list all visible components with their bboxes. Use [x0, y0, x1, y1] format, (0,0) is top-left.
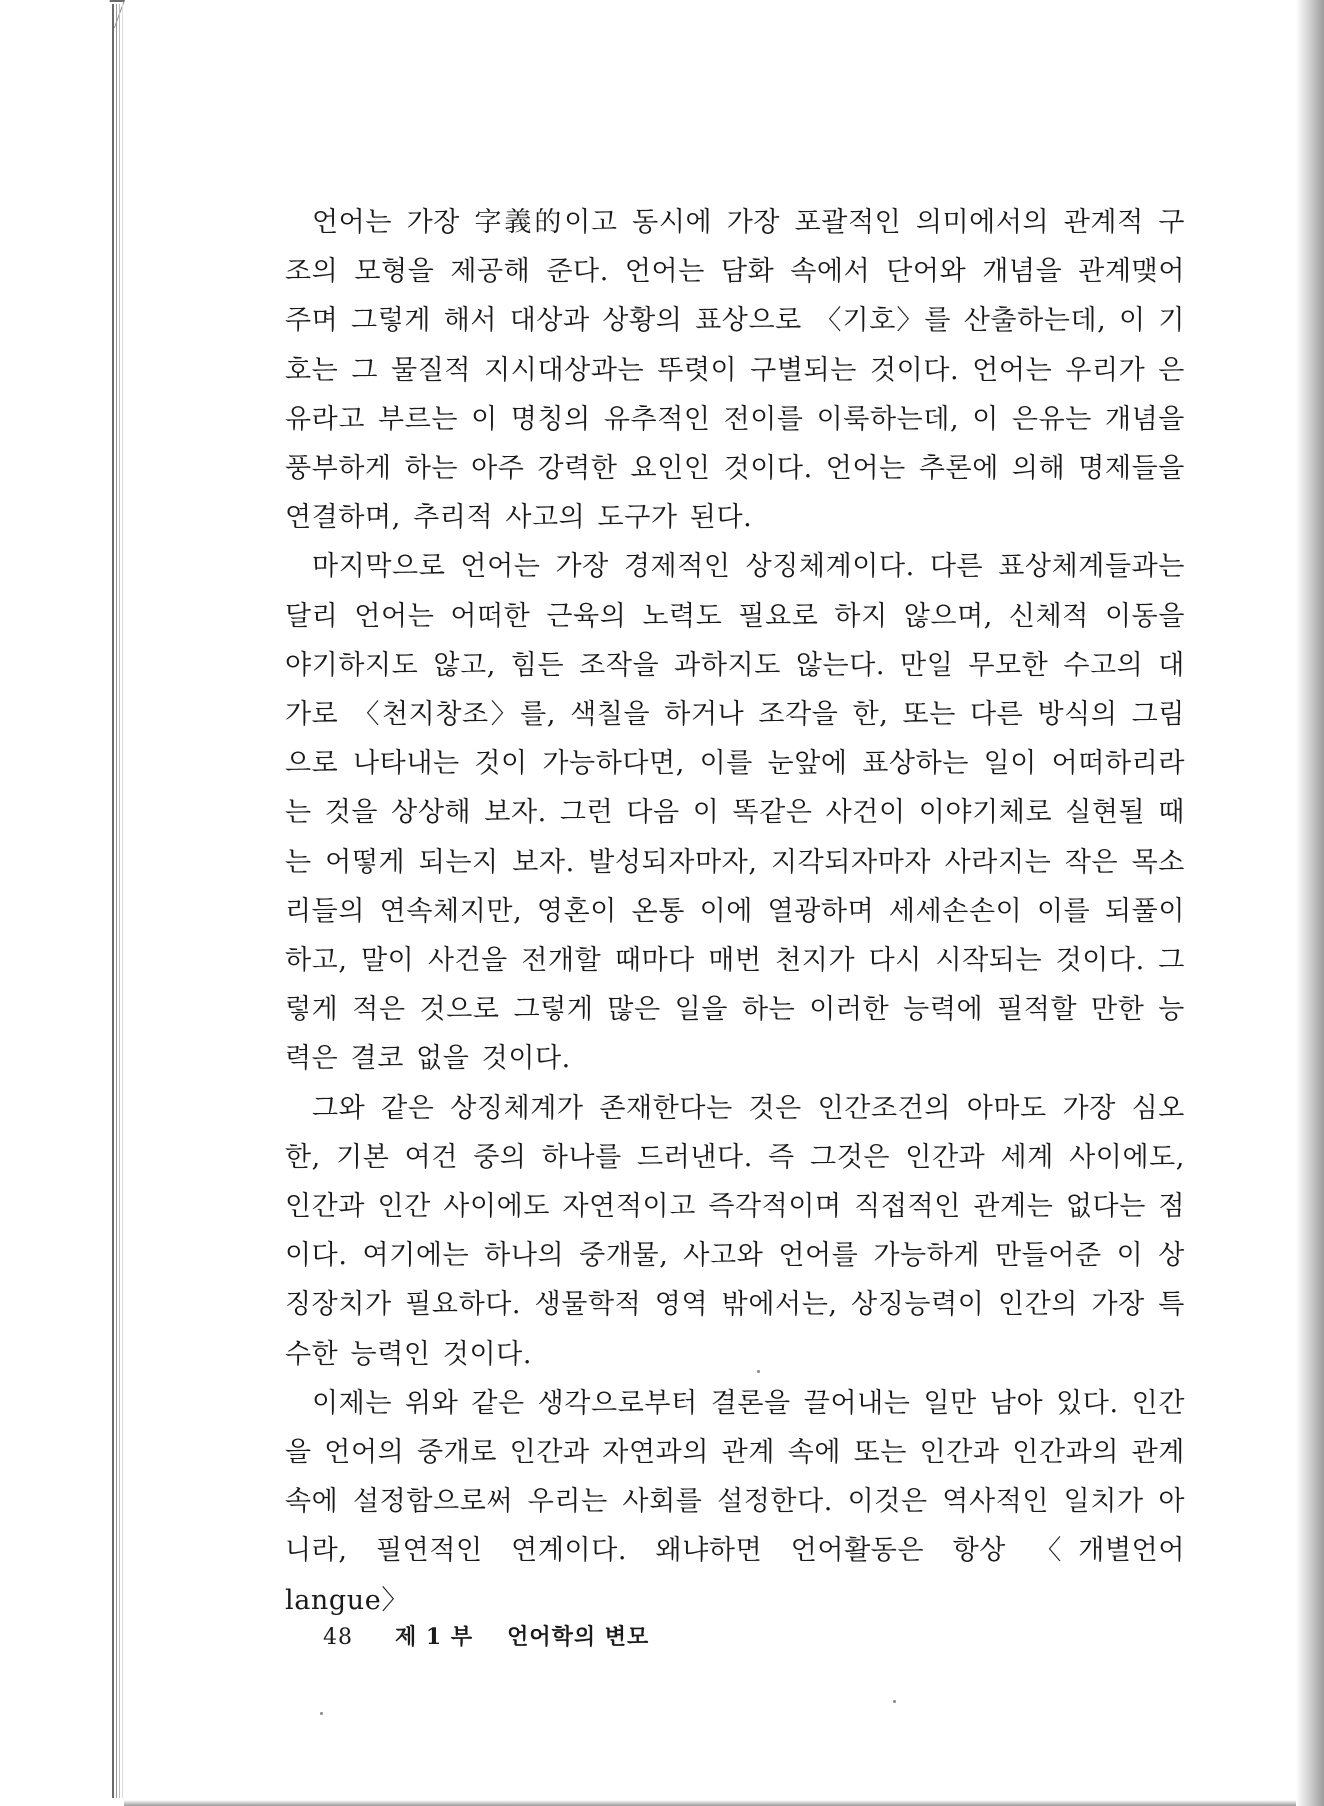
- page-footer: [323, 1620, 649, 1651]
- page-edge: [116, 4, 117, 1798]
- page-number: 48: [323, 1625, 353, 1650]
- page-edge: [122, 4, 123, 1798]
- part-title: 언어학의 변모: [507, 1624, 650, 1650]
- paragraph: 그와 같은 상징체계가 존재한다는 것은 인간조건의 아마도 가장 심오한, 기본 여건 중의 하나를 드러낸다. 즉 그것은 인간과 세계 사이에도, 인간과 인간 사이에도 자연적이고 즉각적이며 직접적인 관계는 없다는 점이다. 여기에는 하나의 중개물, 사고와 언어를 가능하게 만들어준 이 상징장치가 필요하다. 생물학적 영역 밖에서는, 상징능력이 인간의 가장 특수한 능력인 것이다.: [285, 1092, 1185, 1370]
- paragraph: 이제는 위와 같은 생각으로부터 결론을 끌어내는 일만 남아 있다. 인간을 언어의 중개로 인간과 자연과의 관계 속에 또는 인간과 인간과의 관계 속에 설정함으로써 우리는 사회를 설정한다. 이것은 역사적인 일치가 아니라, 필연적인 연계이다. 왜냐하면 언어활동은 항상 〈개별언어 langue〉: [285, 1387, 1185, 1616]
- page-edge: [112, 4, 114, 1798]
- scan-speck: [893, 1700, 896, 1703]
- paragraph: 언어는 가장 字義的이고 동시에 가장 포괄적인 의미에서의 관계적 구조의 모형을 제공해 준다. 언어는 담화 속에서 단어와 개념을 관계맺어 주며 그렇게 해서 대상과 상황의 표상으로 〈기호〉를 산출하는데, 이 기호는 그 물질적 지시대상과는 뚜렷이 구별되는 것이다. 언어는 우리가 은유라고 부르는 이 명칭의 유추적인 전이를 이룩하는데, 이 은유는 개념을 풍부하게 하는 아주 강력한 요인인 것이다. 언어는 추론에 의해 명제들을 연결하며, 추리적 사고의 도구가 된다.: [285, 207, 1186, 534]
- body-text: [285, 198, 1185, 1625]
- part-label: 제 1 부: [395, 1624, 474, 1650]
- paragraph: 마지막으로 언어는 가장 경제적인 상징체계이다. 다른 표상체계들과는 달리 언어는 어떠한 근육의 노력도 필요로 하지 않으며, 신체적 이동을 야기하지도 않고, 힘든 조작을 과하지도 않는다. 만일 무모한 수고의 대가로 〈천지창조〉를, 색칠을 하거나 조각을 한, 또는 다른 방식의 그림으로 나타내는 것이 가능하다면, 이를 눈앞에 표상하는 일이 어떠하리라는 것을 상상해 보자. 그런 다음 이 똑같은 사건이 이야기체로 실현될 때는 어떻게 되는지 보자. 발성되자마자, 지각되자마자 사라지는 작은 목소리들의 연속체지만, 영혼이 온통 이에 열광하며 세세손손이 이를 되풀이하고, 말이 사건을 전개할 때마다 매번 천지가 다시 시작되는 것이다. 그렇게 적은 것으로 그렇게 많은 일을 하는 이러한 능력에 필적할 만한 능력은 결코 없을 것이다.: [285, 551, 1185, 1075]
- scan-speck: [757, 1370, 760, 1373]
- page-shadow-right: [1296, 0, 1324, 1806]
- page-shadow-bottom: [124, 1800, 1296, 1806]
- scan-speck: [320, 1712, 323, 1715]
- page-edge: [119, 4, 120, 1798]
